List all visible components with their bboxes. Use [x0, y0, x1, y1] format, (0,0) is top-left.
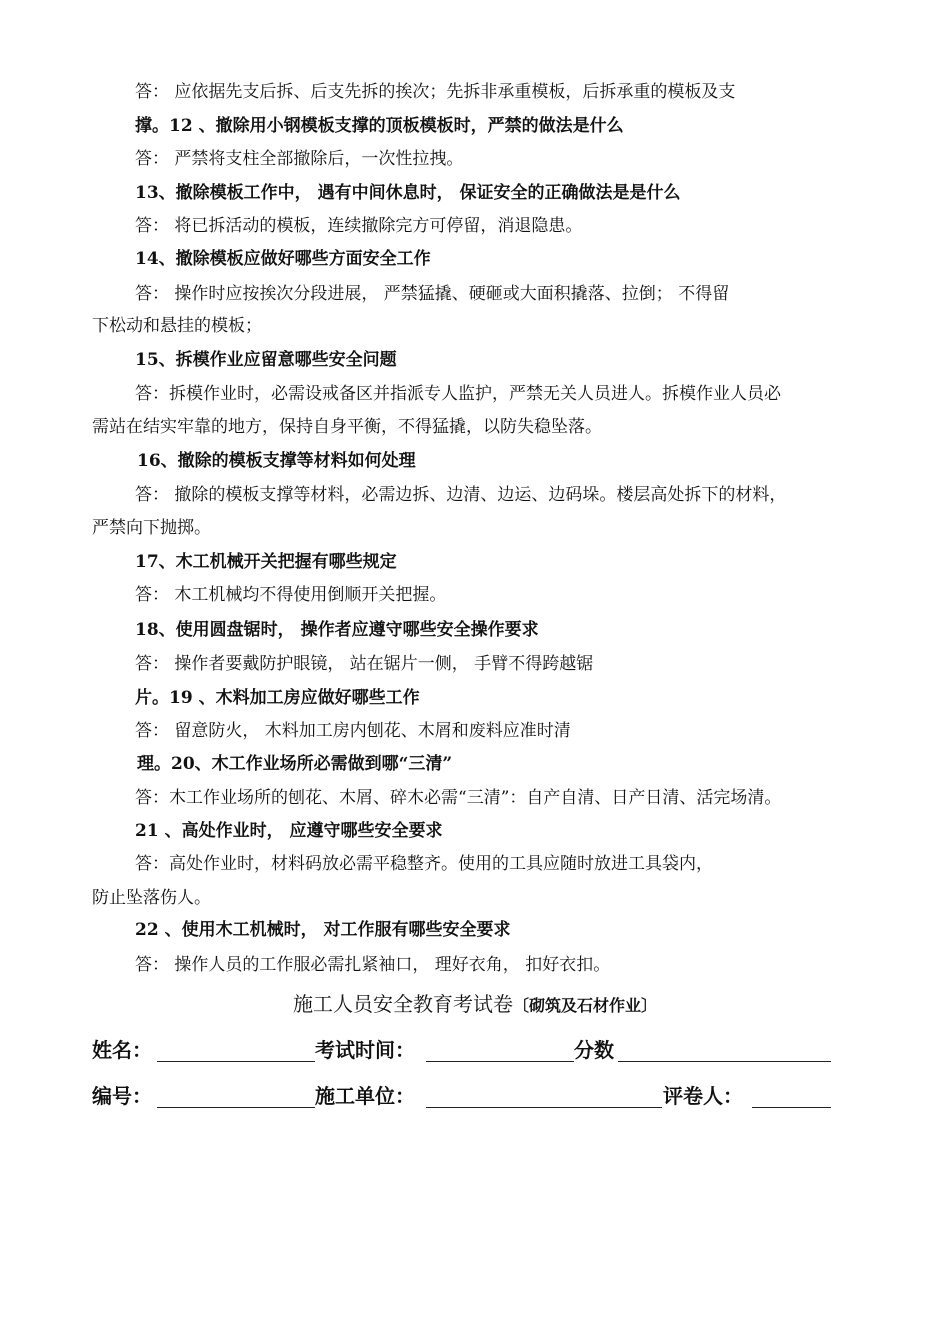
answer-line: 答：拆模作业时，必需设戒备区并指派专人监护，严禁无关人员进人。拆模作业人员必	[135, 384, 781, 404]
grader-label: 评卷人：	[663, 1084, 743, 1108]
exam-time-label: 考试时间：	[315, 1038, 415, 1062]
answer-line: 答： 撤除的模板支撑等材料，必需边拆、边清、边运、边码垛。楼层高处拆下的材料，	[135, 485, 787, 505]
exam-time-blank[interactable]	[426, 1060, 574, 1062]
answer-line: 答： 留意防火， 木料加工房内刨花、木屑和废料应准时清	[135, 721, 571, 741]
answer-line: 答： 严禁将支柱全部撤除后，一次性拉拽。	[135, 149, 464, 169]
answer-line: 答： 操作者要戴防护眼镜， 站在锯片一侧， 手臂不得跨越锯	[135, 654, 594, 674]
question-line: 18、使用圆盘锯时， 操作者应遵守哪些安全操作要求	[135, 620, 539, 640]
answer-line: 答： 将已拆活动的模板，连续撤除完方可停留，消退隐患。	[135, 216, 583, 236]
grader-blank[interactable]	[752, 1106, 831, 1108]
question-line: 理。20、木工作业场所必需做到哪“三清”	[137, 754, 453, 774]
question-line: 15、拆模作业应留意哪些安全问题	[135, 350, 397, 370]
question-line: 13、撤除模板工作中， 遇有中间休息时， 保证安全的正确做法是是什么	[135, 183, 681, 203]
answer-line: 答： 木工机械均不得使用倒顺开关把握。	[135, 585, 447, 605]
answer-line: 答：木工作业场所的刨花、木屑、碎木必需“三清”：自产自清、日产日清、活完场清。	[135, 788, 782, 808]
name-label: 姓名：	[92, 1038, 152, 1062]
question-line: 14、撤除模板应做好哪些方面安全工作	[135, 249, 431, 269]
answer-line: 防止坠落伤人。	[92, 888, 211, 908]
unit-label: 施工单位：	[315, 1084, 415, 1108]
answer-line: 答：高处作业时，材料码放必需平稳整齐。使用的工具应随时放进工具袋内，	[135, 854, 713, 874]
exam-title-block	[0, 990, 950, 1020]
number-label: 编号：	[92, 1084, 152, 1108]
number-blank[interactable]	[157, 1106, 315, 1108]
answer-line: 需站在结实牢靠的地方，保持自身平衡，不得猛撬，以防失稳坠落。	[92, 417, 602, 437]
exam-subtitle: 〔砌筑及石材作业〕	[512, 996, 657, 1015]
question-line: 22 、使用木工机械时， 对工作服有哪些安全要求	[135, 920, 511, 940]
answer-line: 答： 操作人员的工作服必需扎紧袖口， 理好衣角， 扣好衣扣。	[135, 955, 611, 975]
exam-title: 施工人员安全教育考试卷	[292, 992, 513, 1016]
answer-line: 答： 应依据先支后拆、后支先拆的挨次；先拆非承重模板，后拆承重的模板及支	[135, 82, 736, 102]
answer-line: 下松动和悬挂的模板；	[92, 316, 262, 336]
question-line: 撑。12 、撤除用小钢模板支撑的顶板模板时，严禁的做法是什么	[135, 116, 624, 136]
question-line: 16、撤除的模板支撑等材料如何处理	[137, 451, 416, 471]
question-line: 片。19 、木料加工房应做好哪些工作	[135, 688, 420, 708]
question-line: 21 、高处作业时， 应遵守哪些安全要求	[135, 821, 443, 841]
score-label: 分数	[574, 1038, 614, 1062]
score-blank[interactable]	[618, 1060, 831, 1062]
answer-line: 严禁向下抛掷。	[92, 518, 211, 538]
unit-blank[interactable]	[426, 1106, 662, 1108]
question-line: 17、木工机械开关把握有哪些规定	[135, 552, 397, 572]
name-blank[interactable]	[157, 1060, 315, 1062]
answer-line: 答： 操作时应按挨次分段进展， 严禁猛撬、硬砸或大面积撬落、拉倒； 不得留	[135, 284, 730, 304]
